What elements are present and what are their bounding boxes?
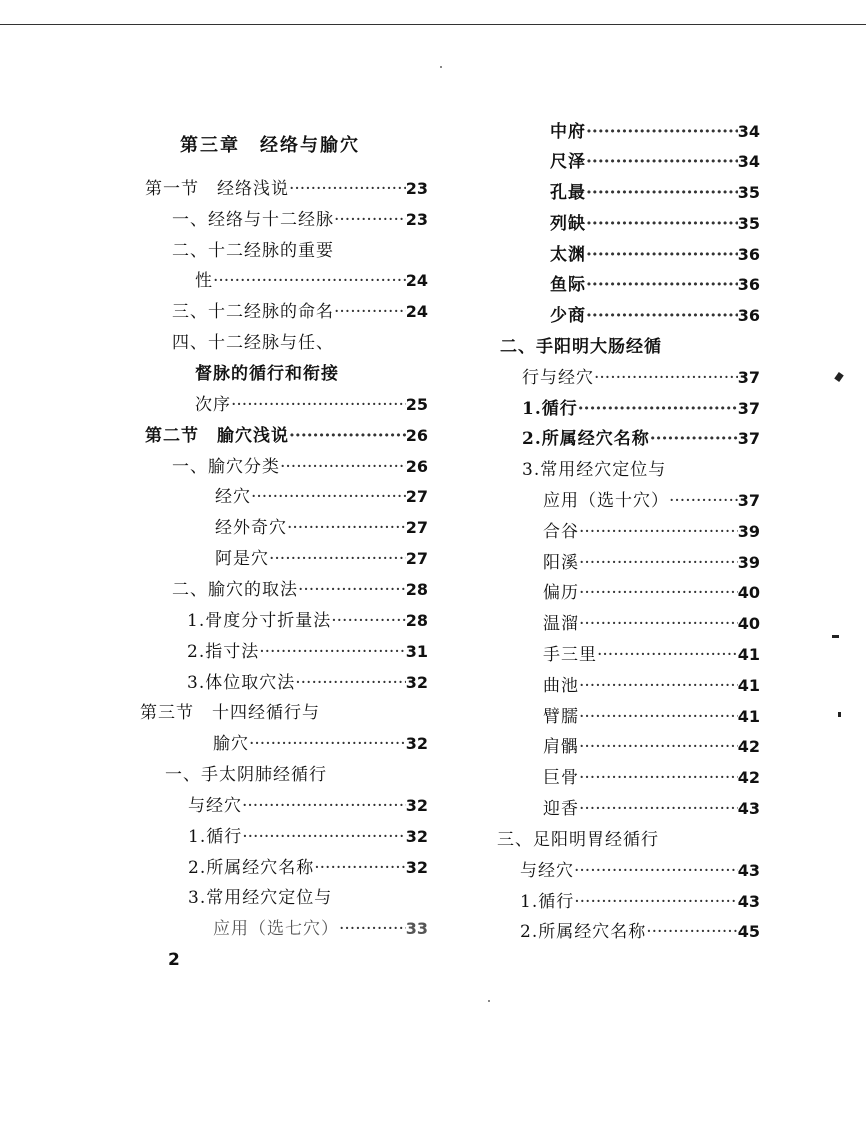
leader-dots <box>339 919 406 939</box>
leader-dots <box>586 245 738 265</box>
toc-page: 27 <box>405 487 428 506</box>
toc-entry[interactable] <box>188 822 428 847</box>
toc-entry[interactable] <box>522 363 760 388</box>
toc-page: 27 <box>405 549 428 568</box>
toc-page: 32 <box>405 796 428 815</box>
scan-speck <box>488 1000 490 1002</box>
toc-page: 34 <box>737 152 760 171</box>
leader-dots <box>574 892 738 912</box>
toc-label: 列缺 <box>550 214 586 234</box>
toc-entry[interactable] <box>215 482 428 507</box>
toc-entry[interactable] <box>215 544 428 569</box>
toc-page: 33 <box>405 919 428 938</box>
toc-label: 1.循行 <box>188 827 243 847</box>
leader-dots <box>579 799 738 819</box>
toc-entry[interactable] <box>215 513 428 538</box>
toc-label: 巨骨 <box>543 768 579 788</box>
toc-entry[interactable] <box>543 517 760 542</box>
toc-label: 与经穴 <box>520 861 574 881</box>
toc-page: 26 <box>405 426 428 445</box>
toc-label: 经外奇穴 <box>215 518 287 538</box>
toc-entry[interactable] <box>172 297 428 322</box>
leader-dots <box>586 183 738 203</box>
leader-dots <box>650 429 738 449</box>
toc-entry[interactable] <box>522 424 760 449</box>
leader-dots <box>586 214 738 234</box>
scan-speck <box>834 372 844 382</box>
scan-speck <box>832 635 839 638</box>
leader-dots <box>579 737 738 757</box>
toc-entry[interactable] <box>187 637 428 662</box>
toc-label: 2.所属经穴名称 <box>188 858 315 878</box>
toc-label: 太渊 <box>550 245 586 265</box>
toc-label: 行与经穴 <box>522 368 594 388</box>
leader-dots <box>269 549 406 569</box>
toc-page: 32 <box>405 734 428 753</box>
toc-entry[interactable] <box>543 609 760 634</box>
leader-dots <box>579 707 738 727</box>
toc-label: 偏历 <box>543 583 579 603</box>
toc-entry-continued: 二、手阳明大肠经循 <box>500 337 662 357</box>
toc-entry[interactable] <box>543 671 760 696</box>
toc-page: 36 <box>737 306 760 325</box>
toc-entry[interactable] <box>195 266 428 291</box>
toc-entry[interactable] <box>188 853 428 878</box>
toc-entry[interactable] <box>550 240 760 265</box>
toc-entry[interactable] <box>188 791 428 816</box>
toc-entry[interactable] <box>543 486 760 511</box>
toc-entry[interactable] <box>172 452 428 477</box>
toc-page: 42 <box>737 737 760 756</box>
toc-page: 35 <box>737 214 760 233</box>
toc-entry[interactable] <box>550 117 760 142</box>
leader-dots <box>669 491 738 511</box>
toc-entry-continued: 督脉的循行和衔接 <box>195 364 339 384</box>
toc-label: 三、十二经脉的命名 <box>172 302 334 322</box>
toc-page: 24 <box>405 271 428 290</box>
toc-label: 尺泽 <box>550 152 586 172</box>
toc-page: 43 <box>737 861 760 880</box>
toc-page: 32 <box>405 858 428 877</box>
toc-page: 31 <box>405 642 428 661</box>
leader-dots <box>249 734 406 754</box>
toc-page: 40 <box>737 614 760 633</box>
leader-dots <box>314 858 406 878</box>
toc-entry[interactable] <box>550 270 760 295</box>
leader-dots <box>259 642 406 662</box>
toc-entry[interactable] <box>543 732 760 757</box>
leader-dots <box>231 395 406 415</box>
toc-page: 23 <box>405 179 428 198</box>
leader-dots <box>242 827 406 847</box>
toc-label: 少商 <box>550 306 586 326</box>
leader-dots <box>251 487 406 507</box>
page-number: 2 <box>168 950 180 970</box>
toc-entry[interactable] <box>543 794 760 819</box>
leader-dots <box>331 611 406 631</box>
toc-label: 曲池 <box>543 676 579 696</box>
leader-dots <box>295 673 406 693</box>
toc-label: 与经穴 <box>188 796 242 816</box>
toc-page: 26 <box>405 457 428 476</box>
toc-entry[interactable] <box>145 421 428 446</box>
leader-dots <box>287 518 406 538</box>
toc-page: 28 <box>405 580 428 599</box>
toc-label: 中府 <box>550 122 586 142</box>
toc-page: 37 <box>737 399 760 418</box>
toc-page: 34 <box>737 122 760 141</box>
toc-page: 35 <box>737 183 760 202</box>
toc-entry[interactable] <box>520 887 760 912</box>
toc-entry[interactable] <box>187 668 428 693</box>
leader-dots <box>579 768 738 788</box>
toc-label: 一、经络与十二经脉 <box>172 210 334 230</box>
toc-label: 温溜 <box>543 614 579 634</box>
toc-page: 43 <box>737 892 760 911</box>
toc-page: 28 <box>405 611 428 630</box>
leader-dots <box>579 553 738 573</box>
toc-label: 鱼际 <box>550 275 586 295</box>
leader-dots <box>579 614 738 634</box>
leader-dots <box>334 302 406 322</box>
toc-label: 孔最 <box>550 183 586 203</box>
leader-dots <box>646 922 738 942</box>
toc-label: 第一节 经络浅说 <box>145 179 289 199</box>
toc-label: 应用（选十穴） <box>543 491 669 511</box>
leader-dots <box>579 583 738 603</box>
leader-dots <box>586 122 738 142</box>
toc-entry[interactable] <box>520 917 760 942</box>
scan-speck <box>838 712 841 717</box>
toc-entry-continued: 一、手太阴肺经循行 <box>165 765 327 785</box>
toc-entry[interactable] <box>550 301 760 326</box>
toc-label: 2.所属经穴名称 <box>520 922 647 942</box>
toc-label: 手三里 <box>543 645 597 665</box>
leader-dots <box>213 271 406 291</box>
leader-dots <box>586 306 738 326</box>
leader-dots <box>597 645 738 665</box>
toc-entry-continued: 3.常用经穴定位与 <box>522 460 667 480</box>
toc-label: 迎香 <box>543 799 579 819</box>
toc-label: 臂臑 <box>543 707 579 727</box>
leader-dots <box>578 399 738 419</box>
toc-label: 二、腧穴的取法 <box>172 580 298 600</box>
toc-label: 合谷 <box>543 522 579 542</box>
toc-label: 一、腧穴分类 <box>172 457 280 477</box>
toc-entry[interactable] <box>543 640 760 665</box>
toc-page: 37 <box>737 429 760 448</box>
toc-label: 应用（选七穴） <box>213 919 339 939</box>
toc-label: 腧穴 <box>213 734 249 754</box>
toc-label: 次序 <box>195 395 231 415</box>
scan-speck <box>440 66 442 68</box>
leader-dots <box>574 861 738 881</box>
toc-entry[interactable] <box>172 205 428 230</box>
toc-page: 36 <box>737 275 760 294</box>
leader-dots <box>586 152 738 172</box>
toc-label: 3.体位取穴法 <box>187 673 296 693</box>
toc-entry[interactable] <box>543 702 760 727</box>
chapter-title: 第三章 经络与腧穴 <box>180 135 360 156</box>
toc-page: 36 <box>737 245 760 264</box>
toc-entry-continued: 第三节 十四经循行与 <box>140 703 320 723</box>
toc-label: 1.循行 <box>520 892 575 912</box>
toc-page: 43 <box>737 799 760 818</box>
toc-entry[interactable] <box>172 575 428 600</box>
toc-page: 41 <box>737 707 760 726</box>
leader-dots <box>579 676 738 696</box>
toc-page: 32 <box>405 673 428 692</box>
toc-label: 阳溪 <box>543 553 579 573</box>
toc-page: 39 <box>737 522 760 541</box>
leader-dots <box>289 426 406 446</box>
toc-page: 37 <box>737 368 760 387</box>
toc-page: 45 <box>737 922 760 941</box>
toc-entry-continued: 四、十二经脉与任、 <box>172 333 334 353</box>
top-rule <box>0 24 866 25</box>
toc-entry[interactable] <box>543 578 760 603</box>
leader-dots <box>298 580 406 600</box>
toc-label: 阿是穴 <box>215 549 269 569</box>
toc-entry-continued: 三、足阳明胃经循行 <box>497 830 659 850</box>
toc-entry[interactable] <box>213 729 428 754</box>
toc-entry[interactable] <box>550 178 760 203</box>
toc-label: 经穴 <box>215 487 251 507</box>
toc-entry[interactable] <box>195 390 428 415</box>
toc-label: 性 <box>195 271 213 291</box>
toc-page: 41 <box>737 676 760 695</box>
leader-dots <box>334 210 406 230</box>
leader-dots <box>289 179 406 199</box>
toc-page: 37 <box>737 491 760 510</box>
toc-page: 41 <box>737 645 760 664</box>
toc-entry[interactable] <box>522 394 760 419</box>
toc-label: 肩髃 <box>543 737 579 757</box>
toc-page: 39 <box>737 553 760 572</box>
toc-page: 40 <box>737 583 760 602</box>
toc-entry[interactable] <box>213 914 428 939</box>
toc-entry[interactable] <box>187 606 428 631</box>
toc-page: 24 <box>405 302 428 321</box>
toc-entry[interactable] <box>543 763 760 788</box>
toc-entry-continued: 二、十二经脉的重要 <box>172 241 334 261</box>
toc-label: 1.循行 <box>522 399 578 419</box>
toc-entry-continued: 3.常用经穴定位与 <box>188 888 333 908</box>
toc-page: 25 <box>405 395 428 414</box>
leader-dots <box>594 368 738 388</box>
toc-label: 2.指寸法 <box>187 642 260 662</box>
toc-page: 23 <box>405 210 428 229</box>
leader-dots <box>280 457 406 477</box>
toc-entry[interactable] <box>550 209 760 234</box>
toc-entry[interactable] <box>550 147 760 172</box>
leader-dots <box>579 522 738 542</box>
toc-entry[interactable] <box>520 856 760 881</box>
toc-label: 第二节 腧穴浅说 <box>145 426 289 446</box>
leader-dots <box>242 796 406 816</box>
toc-entry[interactable] <box>543 548 760 573</box>
leader-dots <box>586 275 738 295</box>
toc-page: 27 <box>405 518 428 537</box>
toc-label: 2.所属经穴名称 <box>522 429 650 449</box>
toc-page: 42 <box>737 768 760 787</box>
toc-entry[interactable] <box>145 174 428 199</box>
toc-page: 32 <box>405 827 428 846</box>
toc-label: 1.骨度分寸折量法 <box>187 611 332 631</box>
